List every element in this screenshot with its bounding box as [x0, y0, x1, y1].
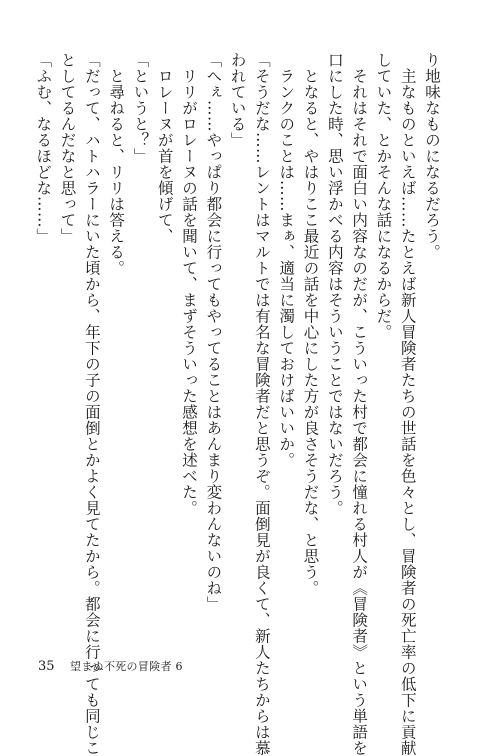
text-line: となると、やはりここ最近の話を中心にした方が良さそうだな、と思う。	[301, 52, 320, 596]
text-line: 「ふむ、なるほどな……」	[34, 52, 53, 244]
text-line: リリがロレーヌの話を聞いて、まずそういった感想を述べた。	[180, 52, 199, 516]
text-line: 「というと？」	[131, 52, 150, 164]
text-line: われている」	[228, 52, 247, 148]
text-line: していた、とかそんな話になるからだ。	[374, 52, 393, 340]
text-line: としてるんだなと思って」	[58, 52, 77, 244]
text-line: それはそれで面白い内容なのだが、こういった村で都会に憧れる村人が《冒険者》という単語を	[350, 52, 369, 756]
page-number: 35	[38, 659, 55, 674]
text-line: と尋ねると、リリは答える。	[107, 52, 126, 276]
text-line: ランクのことは……まぁ、適当に濁しておけばいいか。	[277, 52, 296, 468]
text-line: 「へぇ……やっぱり都会に行ってもやってることはあんまり変わんないのね」	[204, 52, 223, 612]
text-line: り地味なものになるだろう。	[423, 52, 441, 260]
text-line: ロレーヌが首を傾げて、	[155, 52, 174, 244]
text-line: 「そうだな……レントはマルトでは有名な冒険者だと思うぞ。面倒見が良くて、新人たちからは慕	[252, 52, 271, 756]
running-title: 望まぬ不死の冒険者 6	[70, 660, 183, 673]
page-footer	[38, 660, 183, 674]
text-line: 主なものといえば……たとえば新人冒険者たちの世話を色々とし、冒険者の死亡率の低下に貢献	[398, 52, 417, 756]
text-line: 口にした時、思い浮かべる内容はそういうことではないだろう。	[325, 52, 344, 516]
text-line: 「だって、ハトハラーにいた頃から、年下の子の面倒とかよく見てたから。都会に行っても同じこ	[82, 52, 101, 756]
